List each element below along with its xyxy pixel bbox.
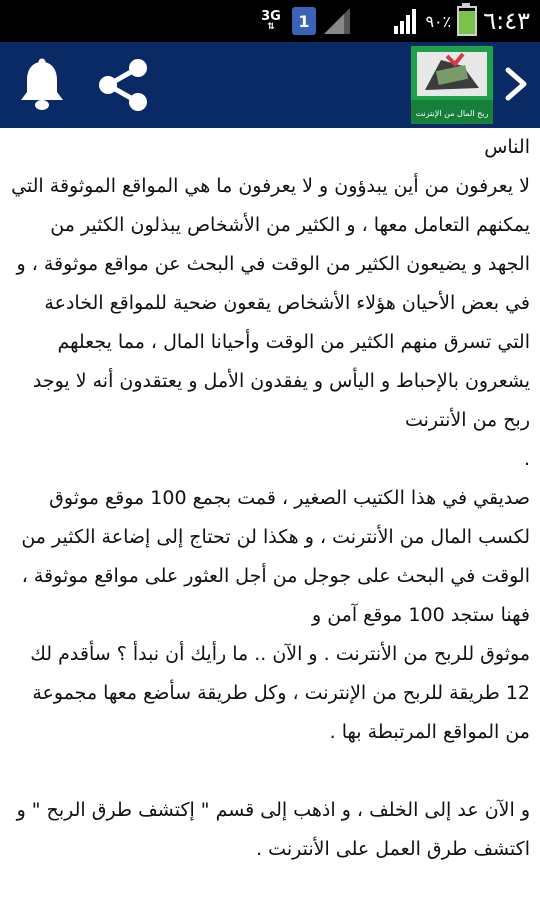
battery-percentage: ٩٠٪: [425, 11, 452, 31]
status-bar-right-group: [393, 0, 530, 42]
sim-card-icon: [292, 7, 316, 35]
status-bar: [0, 0, 540, 42]
battery-charging-icon: [457, 6, 477, 36]
article-paragraph: الناس لا يعرفون من أين يبدؤون و لا يعرفون ما هي المواقع الموثوقة التي يمكنهم التعامل معها ، و الكثير من الأشخاص يبذلون الكثير من الجهد و يضيعون الكثير من الوقت في البحث عن مواقع موثوقة ، و في بعض الأحيان هؤلاء الأشخاص يقعون ضحية للمواقع الخادعة التي تسرق منهم الكثير من الوقت وأحيانا المال ، مما يجعلهم يشعرون بالإحباط و اليأس و يفقدون الأمل و يعتقدون أنه لا يوجد ربح من الأنترنت .: [11, 136, 530, 470]
network-type-label: 3G: [261, 8, 281, 24]
thumbnail-caption: ربح المال من الإنترنت: [415, 109, 489, 118]
signal-strength-icon: [324, 8, 350, 34]
article-paragraph: صديقي في هذا الكتيب الصغير ، قمت بجمع 100 موقع موثوق لكسب المال من الأنترنت ، و هكذا لن تحتاج إلى إضاعة الكثير من الوقت في البحث على جوجل من أجل العثور على مواقع موثوقة ، فهنا ستجد 100 موقع آمن و موثوق للربح من الأنترنت . و الآن .. ما رأيك أن نبدأ ؟ سأقدم لك 12 طريقة للربح من الإنترنت ، وكل طريقة سأضع معها مجموعة من المواقع المرتبطة بها .: [21, 487, 530, 743]
network-type-indicator: [258, 8, 284, 32]
chevron-right-icon[interactable]: [500, 64, 532, 104]
share-icon[interactable]: [94, 56, 152, 114]
paragraph-spacer: [10, 752, 530, 791]
app-thumbnail-image: [411, 46, 493, 124]
article-paragraph: و الآن عد إلى الخلف ، و اذهب إلى قسم " إكتشف طرق الربح " و اكتشف طرق العمل على الأنترنت .: [16, 799, 530, 860]
cell-signal-icon: [393, 8, 419, 34]
app-toolbar: [0, 42, 540, 128]
clock-time: ٦:٤٣: [483, 7, 530, 35]
network-activity-arrows: ⇅: [267, 21, 275, 32]
bell-icon[interactable]: [18, 58, 66, 112]
money-hands-illustration: [411, 46, 493, 124]
status-bar-network-group: [258, 0, 350, 42]
sim-slot-label: 1: [298, 11, 310, 31]
article-content: [10, 128, 530, 900]
